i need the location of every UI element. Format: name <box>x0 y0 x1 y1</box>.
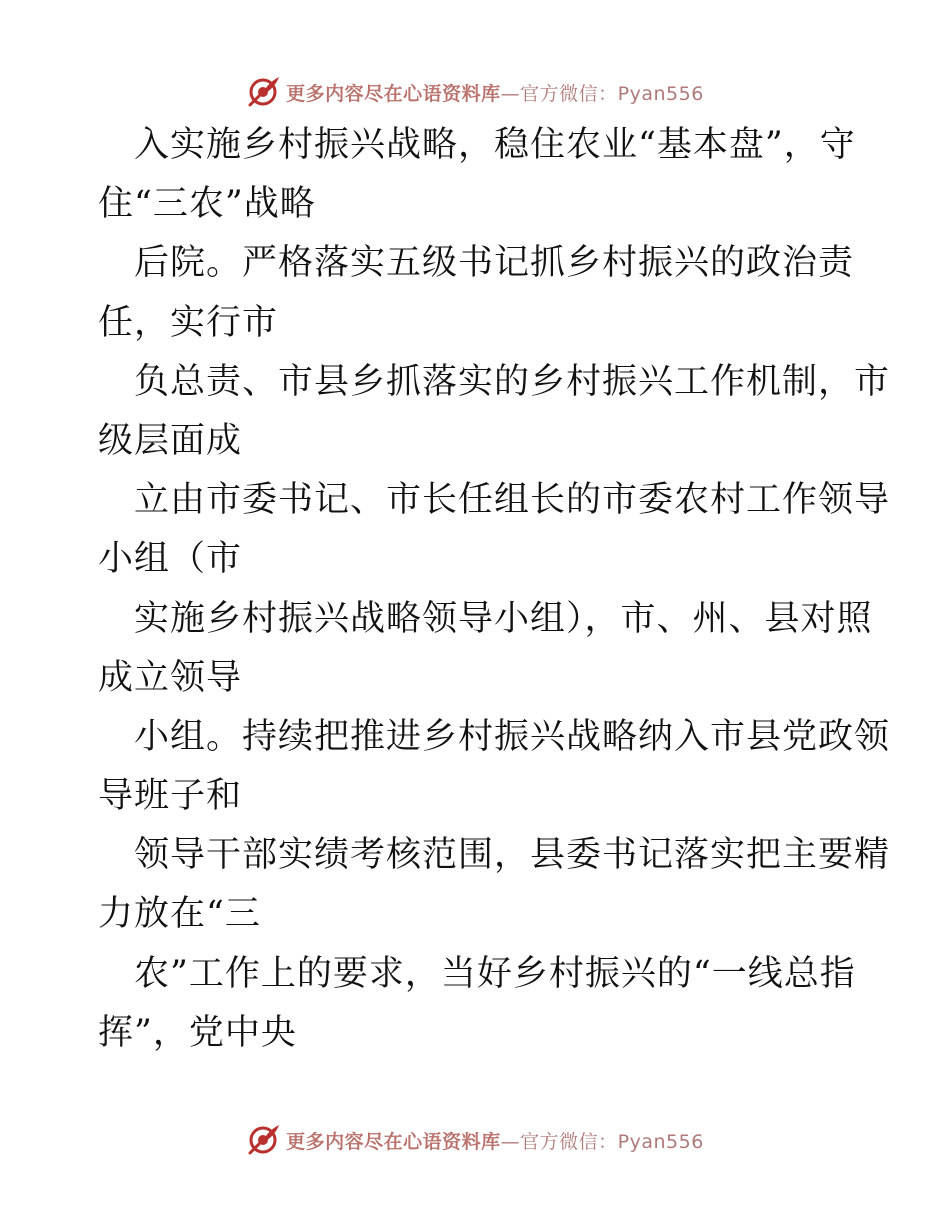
body-line: 导班子和 <box>98 776 243 817</box>
body-line: 成立领导 <box>98 657 243 698</box>
quill-pen-logo-icon <box>246 1123 280 1157</box>
body-line: 后院。严格落实五级书记抓乡村振兴的政治责 <box>134 243 855 284</box>
document-body <box>98 116 891 1063</box>
body-line: 住“三农”战略 <box>98 184 316 225</box>
body-line: 级层面成 <box>98 420 243 461</box>
body-line: 小组（市 <box>98 539 243 580</box>
footer-separator: — <box>500 1130 521 1153</box>
header-brand-text: 更多内容尽在心语资料库 <box>286 82 501 105</box>
body-line: 挥”，党中央 <box>98 1012 297 1053</box>
body-line: 任，实行市 <box>98 302 279 343</box>
body-line: 小组。持续把推进乡村振兴战略纳入市县党政领 <box>134 716 891 757</box>
footer-contact-text: 官方微信：Pyan556 <box>520 1130 704 1153</box>
header-separator: — <box>500 82 521 105</box>
body-line: 实施乡村振兴战略领导小组），市、州、县对照 <box>134 598 873 639</box>
header-banner <box>0 72 950 112</box>
footer-banner-text <box>286 1127 704 1154</box>
header-banner-text <box>286 79 704 106</box>
body-line: 负总责、市县乡抓落实的乡村振兴工作机制，市 <box>134 361 891 402</box>
body-line: 立由市委书记、市长任组长的市委农村工作领导 <box>134 480 891 521</box>
body-line: 领导干部实绩考核范围，县委书记落实把主要精 <box>134 835 891 876</box>
quill-pen-logo-icon <box>246 75 280 109</box>
footer-banner <box>0 1120 950 1160</box>
body-line: 力放在“三 <box>98 894 261 935</box>
footer-brand-text: 更多内容尽在心语资料库 <box>286 1130 501 1153</box>
body-line: 农”工作上的要求，当好乡村振兴的“一线总指 <box>134 953 856 994</box>
body-line: 入实施乡村振兴战略，稳住农业“基本盘”，守 <box>134 125 856 165</box>
header-contact-text: 官方微信：Pyan556 <box>520 82 704 105</box>
